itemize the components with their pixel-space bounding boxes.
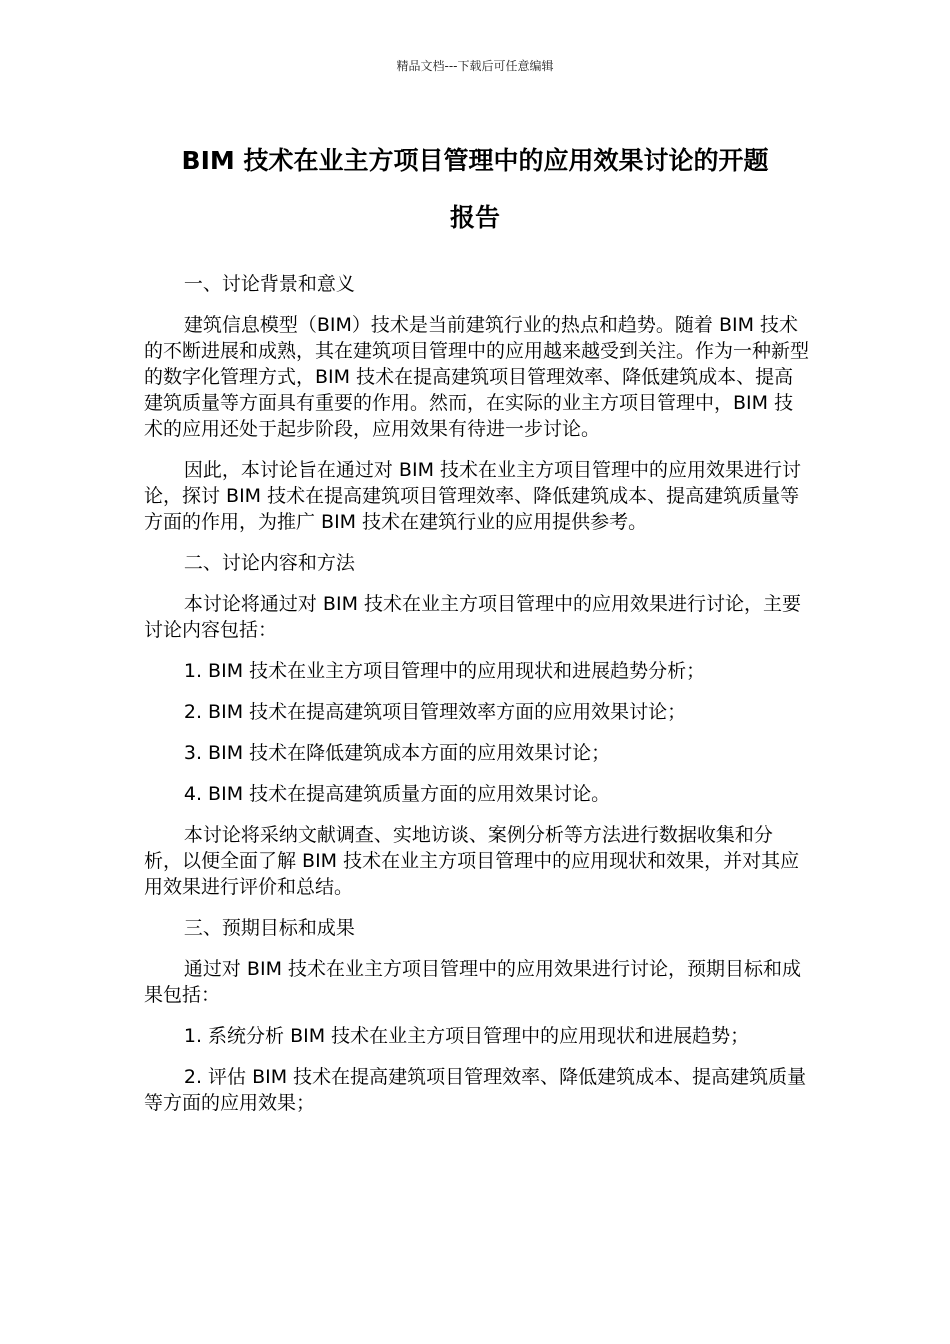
list-item: 2. 评估 BIM 技术在提高建筑项目管理效率、降低建筑成本、提高建筑质量等方面的应用效果； <box>144 1066 807 1114</box>
list-item: 3. BIM 技术在降低建筑成本方面的应用效果讨论； <box>183 742 611 764</box>
list-item: 2. BIM 技术在提高建筑项目管理效率方面的应用效果讨论； <box>183 701 687 723</box>
header-note: 精品文档---下载后可任意编辑 <box>396 59 554 73</box>
section-heading-content-method: 二、讨论内容和方法 <box>183 552 355 574</box>
body-paragraph: 因此，本讨论旨在通过对 BIM 技术在业主方项目管理中的应用效果进行讨论，探讨 BIM 技术在提高建筑项目管理效率、降低建筑成本、提高建筑质量等方面的作用，为推广 BIM 技术在建筑行业的应用提供参考。 <box>144 459 802 533</box>
title-line-2: 报告 <box>449 203 500 232</box>
title-line-1: BIM 技术在业主方项目管理中的应用效果讨论的开题 <box>181 146 769 175</box>
body-paragraph: 本讨论将通过对 BIM 技术在业主方项目管理中的应用效果进行讨论，主要讨论内容包括： <box>144 593 802 641</box>
list-item: 4. BIM 技术在提高建筑质量方面的应用效果讨论。 <box>183 783 611 805</box>
body-paragraph: 建筑信息模型（BIM）技术是当前建筑行业的热点和趋势。随着 BIM 技术的不断进展和成熟，其在建筑项目管理中的应用越来越受到关注。作为一种新型的数字化管理方式，BIM 技术在提高建筑项目管理效率、降低建筑成本、提高建筑质量等方面具有重要的作用。然而，在实际的业主方项目管理中，BIM 技术的应用还处于起步阶段，应用效果有待进一步讨论。 <box>144 314 810 440</box>
section-heading-goals: 三、预期目标和成果 <box>183 917 355 939</box>
document-title <box>120 132 830 246</box>
body-paragraph: 通过对 BIM 技术在业主方项目管理中的应用效果进行讨论，预期目标和成果包括： <box>144 958 802 1006</box>
body-paragraph: 本讨论将采纳文献调查、实地访谈、案例分析等方法进行数据收集和分析，以便全面了解 BIM 技术在业主方项目管理中的应用现状和效果，并对其应用效果进行评价和总结。 <box>144 824 800 898</box>
list-item: 1. 系统分析 BIM 技术在业主方项目管理中的应用现状和进展趋势； <box>183 1025 750 1047</box>
list-item: 1. BIM 技术在业主方项目管理中的应用现状和进展趋势分析； <box>183 660 706 682</box>
document-body <box>144 271 810 1131</box>
section-heading-background: 一、讨论背景和意义 <box>183 273 355 295</box>
